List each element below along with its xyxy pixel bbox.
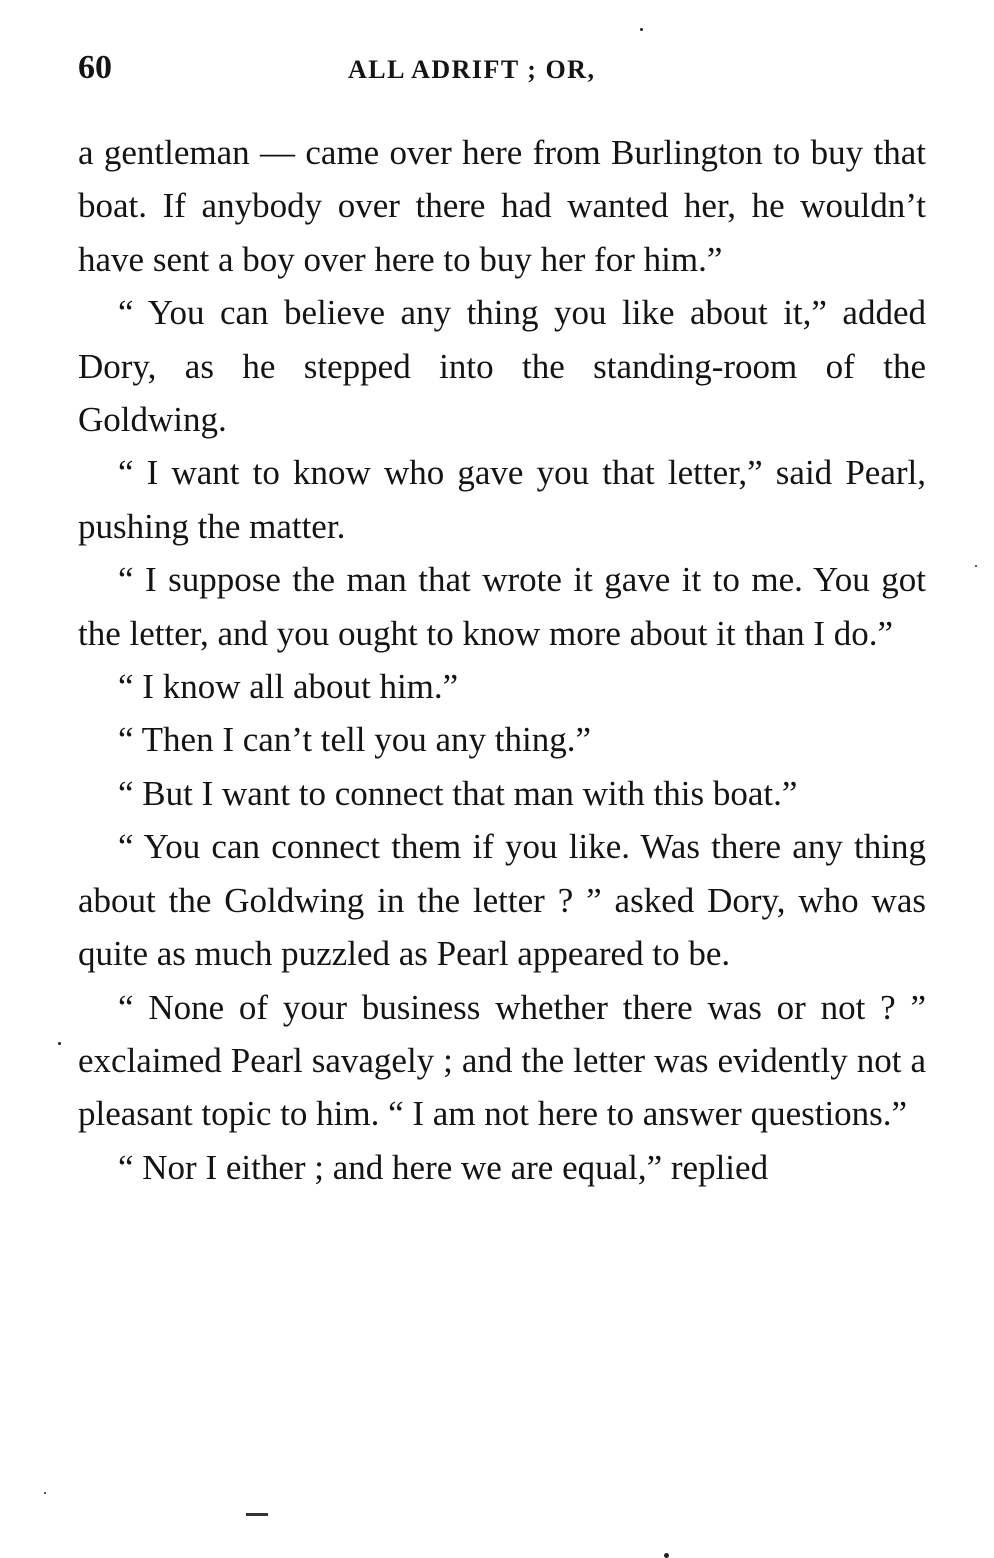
paragraph: “ I know all about him.” — [118, 667, 459, 707]
body-text — [78, 126, 926, 1194]
paragraph: “ You can believe any thing you like about it,” added Dory, as he stepped into the standing-room of the Goldwing. — [78, 293, 926, 440]
scan-speck — [975, 565, 977, 567]
paragraph: “ I suppose the man that wrote it gave it to me. You got the letter, and you ought to know more about it than I do.” — [78, 560, 926, 653]
page-header — [78, 48, 926, 92]
running-title: ALL ADRIFT ; OR, — [348, 55, 596, 84]
scan-speck — [58, 1042, 61, 1045]
paragraph: “ None of your business whether there was or not ? ” exclaimed Pearl savagely ; and the letter was evidently not a pleasant topic to him. “ I am not here to answer questions.” — [78, 987, 926, 1134]
paragraph: “ Nor I either ; and here we are equal,” replied — [118, 1147, 769, 1187]
paragraph: “ I want to know who gave you that letter,” said Pearl, pushing the matter. — [78, 453, 926, 546]
scan-speck — [664, 1553, 669, 1558]
paragraph: a gentleman — came over here from Burlington to buy that boat. If anybody over there had wanted her, he wouldn’t have sent a boy over here to buy her for him.” — [78, 133, 926, 279]
paragraph: “ Then I can’t tell you any thing.” — [118, 720, 592, 760]
scan-speck — [44, 1492, 46, 1494]
scan-mark — [246, 1513, 268, 1516]
paragraph: “ But I want to connect that man with this boat.” — [118, 773, 798, 813]
scan-speck — [640, 28, 643, 31]
page-number: 60 — [78, 49, 112, 86]
paragraph: “ You can connect them if you like. Was there any thing about the Goldwing in the letter ? ” asked Dory, who was quite as much puzzled as Pearl appeared to be. — [78, 827, 926, 974]
